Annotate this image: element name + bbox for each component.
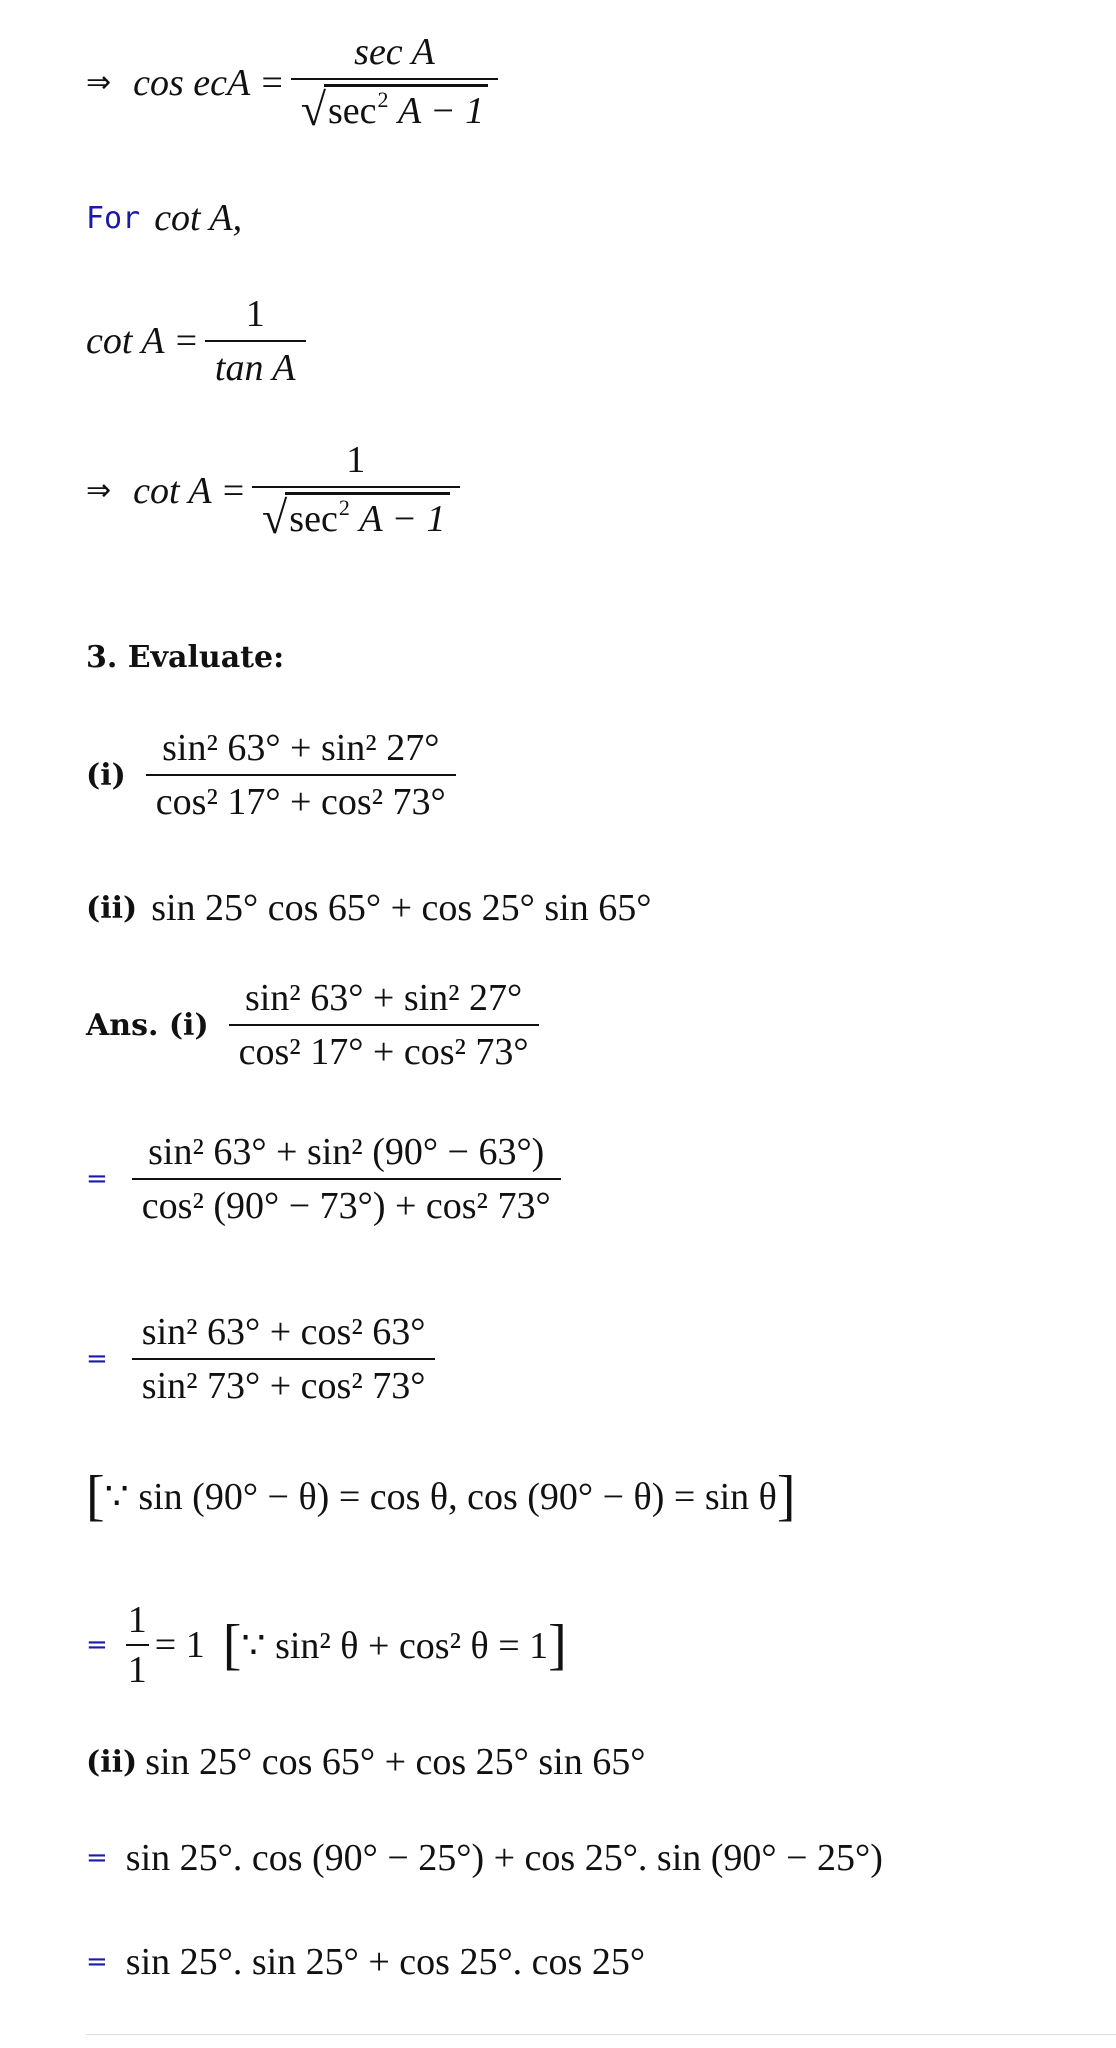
radicand-function: sec — [289, 498, 338, 540]
cot-result-denominator — [252, 488, 459, 543]
equals-sign: = — [86, 1164, 108, 1194]
radicand-rest: A − 1 — [359, 498, 446, 540]
question-heading: 3. Evaluate: — [86, 640, 285, 675]
part-ii-expression: sin 25° cos 65° + cos 25° sin 65° — [151, 887, 652, 929]
radicand — [285, 492, 449, 541]
answer-step0-denominator: cos² 17° + cos² 73° — [238, 1031, 529, 1073]
cosec-numerator: sec A — [354, 31, 435, 73]
part-i-numerator: sin² 63° + sin² 27° — [162, 727, 440, 769]
answer-step1-numerator: sin² 63° + sin² (90° − 63°) — [148, 1131, 545, 1173]
radicand-rest: A − 1 — [397, 90, 485, 132]
implies-symbol: ⇒ — [86, 473, 112, 508]
cot-def-numerator: 1 — [245, 293, 265, 335]
answer-part-ii — [86, 1740, 645, 1784]
answer-part-ii-step2 — [86, 1940, 645, 1984]
answer-part-i — [86, 976, 545, 1074]
cot-def-lhs: cot A = — [86, 320, 199, 362]
answer-step3-denominator: 1 — [127, 1649, 147, 1691]
answer-part-ii-expression: sin 25° cos 65° + cos 25° sin 65° — [145, 1741, 646, 1783]
right-bracket: ] — [548, 1614, 567, 1676]
part-i-fraction — [146, 726, 456, 824]
equals-sign: = — [86, 1843, 108, 1873]
question-part-i — [86, 726, 462, 824]
implies-symbol: ⇒ — [86, 65, 112, 100]
answer-part-ii-step1-expression: sin 25°. cos (90° − 25°) + cos 25°. sin (90° − 25°) — [125, 1837, 883, 1879]
answer-part-ii-step1 — [86, 1836, 883, 1880]
cosec-fraction — [291, 30, 498, 135]
cot-result-line — [86, 438, 466, 543]
cosec-denominator — [291, 80, 498, 135]
answer-step0-numerator: sin² 63° + sin² 27° — [244, 977, 523, 1019]
cot-result-fraction — [252, 438, 459, 543]
cot-def-fraction — [205, 292, 306, 390]
left-bracket: [ — [86, 1465, 105, 1527]
answer-step0-fraction — [229, 976, 539, 1074]
part-i-label: (i) — [86, 757, 126, 793]
answer-part-ii-label: (ii) — [86, 1744, 138, 1780]
bottom-divider — [86, 2034, 1116, 2035]
answer-step2-numerator: sin² 63° + cos² 63° — [141, 1311, 426, 1353]
equals-sign: = — [86, 1947, 108, 1977]
cosec-lhs: cos ecA = — [133, 61, 285, 104]
cot-intro-math: cot A, — [154, 197, 243, 239]
answer-step1-denominator: cos² (90° − 73°) + cos² 73° — [141, 1185, 551, 1227]
answer-step2-denominator: sin² 73° + cos² 73° — [141, 1365, 426, 1407]
cot-intro-line — [86, 196, 242, 240]
right-bracket: ] — [776, 1465, 796, 1527]
answer-step2 — [86, 1310, 441, 1408]
answer-label: Ans. (i) — [86, 1007, 209, 1043]
answer-step1-fraction — [132, 1130, 561, 1228]
radicand — [324, 84, 488, 133]
cot-result-lhs: cot A = — [133, 469, 247, 512]
cot-definition-line — [86, 292, 312, 390]
identity-note: ∵ sin (90° − θ) = cos θ, cos (90° − θ) = sin θ — [104, 1475, 777, 1518]
equals-sign: = — [86, 1344, 108, 1374]
answer-step3-numerator: 1 — [127, 1599, 147, 1641]
radicand-exponent: 2 — [377, 87, 389, 112]
cot-def-denominator: tan A — [214, 347, 296, 389]
square-root — [262, 492, 449, 541]
part-ii-label: (ii) — [86, 890, 138, 926]
radical-symbol: √ — [262, 492, 288, 543]
answer-step3-fraction — [126, 1598, 149, 1692]
cot-intro-label: For — [86, 200, 141, 236]
equals-sign: = — [86, 1630, 108, 1660]
radicand-exponent: 2 — [338, 495, 350, 520]
cosec-result-line — [86, 30, 504, 135]
question-part-ii — [86, 886, 651, 930]
identity-note-line — [86, 1465, 796, 1527]
cot-result-numerator: 1 — [346, 439, 366, 481]
question-heading-line — [86, 640, 298, 675]
answer-step3 — [86, 1598, 567, 1692]
left-bracket: [ — [222, 1614, 242, 1676]
radical-symbol: √ — [300, 84, 326, 135]
answer-part-ii-step2-expression: sin 25°. sin 25° + cos 25°. cos 25° — [125, 1941, 646, 1983]
part-i-denominator: cos² 17° + cos² 73° — [155, 781, 446, 823]
answer-step3-result: = 1 — [154, 1624, 205, 1666]
square-root — [301, 84, 488, 133]
answer-step2-fraction — [132, 1310, 436, 1408]
radicand-function: sec — [327, 90, 377, 132]
answer-step3-note: ∵ sin² θ + cos² θ = 1 — [241, 1624, 549, 1667]
answer-step1 — [86, 1130, 567, 1228]
